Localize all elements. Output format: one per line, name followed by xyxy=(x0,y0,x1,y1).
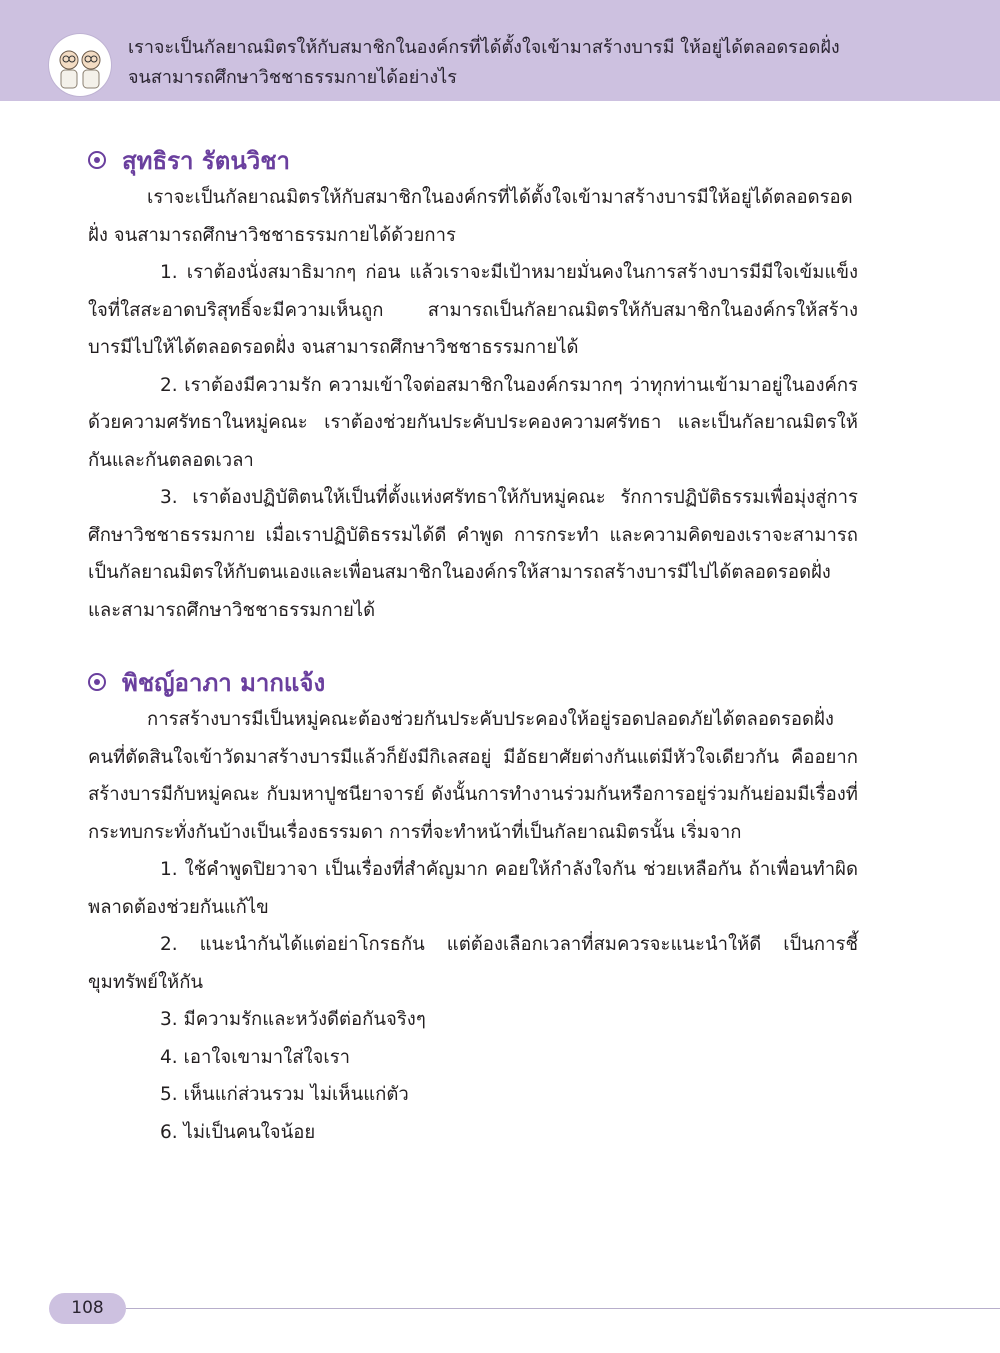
footer-divider xyxy=(126,1308,1000,1309)
section-2-body xyxy=(88,701,858,1151)
header-question xyxy=(128,33,988,93)
header-line-1: เราจะเป็นกัลยาณมิตรให้กับสมาชิกในองค์กรที่ได้ตั้งใจเข้ามาสร้างบารมี ให้อยู่ได้ตลอดรอดฝั่ง xyxy=(128,37,840,58)
section-2-item-2: 2. แนะนำกันได้แต่อย่าโกรธกัน แต่ต้องเลือกเวลาที่สมควรจะแนะนำให้ดี เป็นการชี้ขุมทรัพย์ให้กัน xyxy=(88,934,858,993)
cartoon-monks-illustration xyxy=(49,34,111,96)
section-heading-2 xyxy=(88,664,325,700)
section-1-body xyxy=(88,179,858,629)
section-2-item-5: 5. เห็นแก่ส่วนรวม ไม่เห็นแก่ตัว xyxy=(160,1084,409,1105)
section-2-item-4: 4. เอาใจเขามาใส่ใจเรา xyxy=(160,1046,351,1068)
section-2-item-1: 1. ใช้คำพูดปิยวาจา เป็นเรื่องที่สำคัญมาก คอยให้กำลังใจกัน ช่วยเหลือกัน ถ้าเพื่อนทำผิดพลาดต้องช่วยกันแก้ไข xyxy=(88,859,858,918)
header-band xyxy=(0,0,1000,101)
section-2-item-6: 6. ไม่เป็นคนใจน้อย xyxy=(160,1121,316,1143)
section-1-item-1: 1. เราต้องนั่งสมาธิมากๆ ก่อน แล้วเราจะมีเป้าหมายมั่นคงในการสร้างบารมีมีใจเข้มแข็ง ใจที่ใสสะอาดบริสุทธิ์จะมีความเห็นถูก สามารถเป็นกัลยาณมิตรให้กับสมาชิกในองค์กรให้สร้างบารมีไปให้ได้ตลอดรอดฝั่ง จนสามารถศึกษาวิชชาธรรมกายได้ xyxy=(88,262,858,358)
section-2-name: พิชญ์อาภา มากแจ้ง xyxy=(122,668,326,697)
section-2-item-3: 3. มีความรักและหวังดีต่อกันจริงๆ xyxy=(160,1009,426,1030)
section-2-intro: การสร้างบารมีเป็นหมู่คณะต้องช่วยกันประคับประคองให้อยู่รอดปลอดภัยได้ตลอดรอดฝั่ง คนที่ตัดสินใจเข้าวัดมาสร้างบารมีแล้วก็ยังมีกิเลสอยู่ มีอัธยาศัยต่างกันแต่มีหัวใจเดียวกัน คืออยากสร้างบารมีกับหมู่คณะ กับมหาปูชนียาจารย์ ดังนั้นการทำงานร่วมกันหรือการอยู่ร่วมกันย่อมมีเรื่องที่กระทบกระทั่งกันบ้างเป็นเรื่องธรรมดา การที่จะทำหน้าที่เป็นกัลยาณมิตรนั้น เริ่มจาก xyxy=(88,709,858,843)
section-heading-1 xyxy=(88,142,290,178)
circle-bullet-icon xyxy=(88,673,106,691)
circle-bullet-icon xyxy=(88,151,106,169)
section-1-item-2: 2. เราต้องมีความรัก ความเข้าใจต่อสมาชิกในองค์กรมากๆ ว่าทุกท่านเข้ามาอยู่ในองค์กรด้วยความศรัทธาในหมู่คณะ เราต้องช่วยกันประคับประคองความศรัทธา และเป็นกัลยาณมิตรให้กันและกันตลอดเวลา xyxy=(88,374,858,471)
section-1-intro: เราจะเป็นกัลยาณมิตรให้กับสมาชิกในองค์กรที่ได้ตั้งใจเข้ามาสร้างบารมีให้อยู่ได้ตลอดรอดฝั่ง จนสามารถศึกษาวิชชาธรรมกายได้ด้วยการ xyxy=(88,187,853,246)
section-1-item-3: 3. เราต้องปฏิบัติตนให้เป็นที่ตั้งแห่งศรัทธาให้กับหมู่คณะ รักการปฏิบัติธรรมเพื่อมุ่งสู่การศึกษาวิชชาธรรมกาย เมื่อเราปฏิบัติธรรมได้ดี คำพูด การกระทำ และความคิดของเราจะสามารถเป็นกัลยาณมิตรให้กับตนเองและเพื่อนสมาชิกในองค์กรให้สามารถสร้างบารมีไปได้ตลอดรอดฝั่ง และสามารถศึกษาวิชชาธรรมกายได้ xyxy=(88,487,858,621)
header-line-2: จนสามารถศึกษาวิชชาธรรมกายได้อย่างไร xyxy=(128,67,457,88)
section-1-name: สุทธิรา รัตนวิชา xyxy=(122,146,290,175)
page-number: 108 xyxy=(49,1293,126,1324)
